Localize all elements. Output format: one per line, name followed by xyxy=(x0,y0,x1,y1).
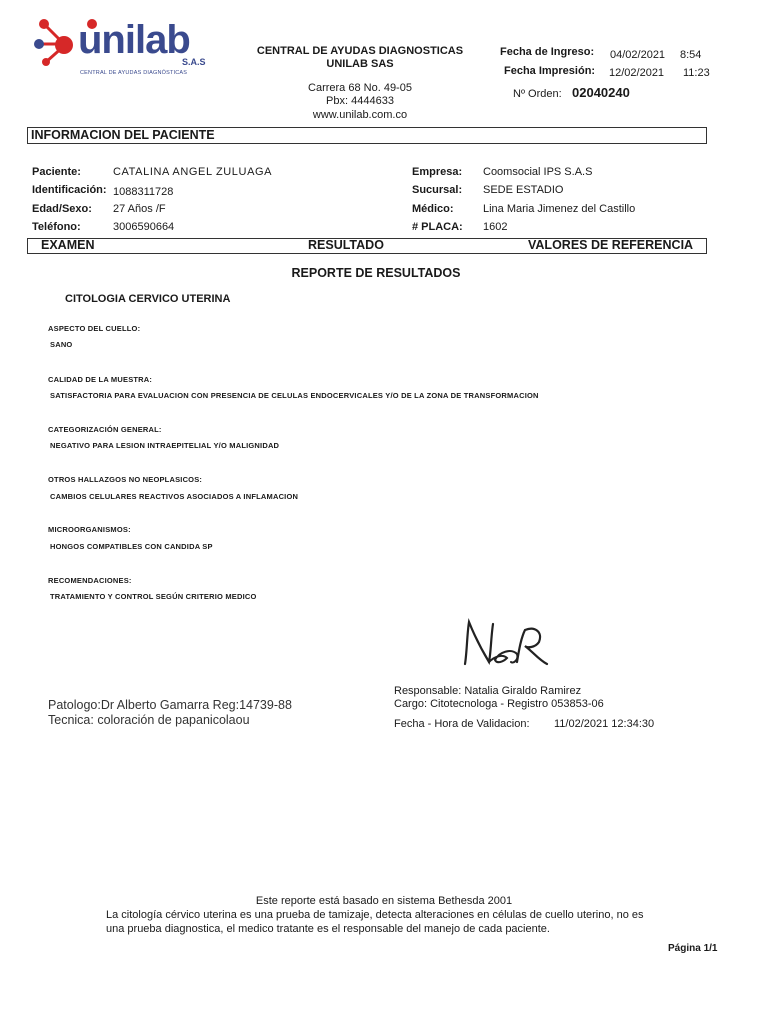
header-web: www.unilab.com.co xyxy=(312,109,408,121)
responsable-text: Responsable: Natalia Giraldo Ramirez xyxy=(394,685,582,697)
placa-value: 1602 xyxy=(483,221,508,233)
paciente-label: Paciente: xyxy=(32,166,81,178)
telefono-value: 3006590664 xyxy=(113,221,175,233)
column-valores: VALORES DE REFERENCIA xyxy=(528,238,694,252)
header-phone: Pbx: 4444633 xyxy=(326,95,394,107)
logo-subtitle: CENTRAL DE AYUDAS DIAGNÓSTICAS xyxy=(80,70,188,76)
orden-label: Nº Orden: xyxy=(513,88,562,100)
logo-sas: S.A.S xyxy=(182,57,206,67)
logo-text: unilab xyxy=(78,18,190,62)
sucursal-value: SEDE ESTADIO xyxy=(483,184,564,196)
exam-name: CITOLOGIA CERVICO UTERINA xyxy=(65,293,231,305)
item-label: CATEGORIZACIÓN GENERAL: xyxy=(48,425,162,434)
orden-value: 02040240 xyxy=(572,85,630,100)
placa-label: # PLACA: xyxy=(412,221,463,233)
column-examen: EXAMEN xyxy=(41,238,95,252)
item-label: OTROS HALLAZGOS NO NEOPLASICOS: xyxy=(48,475,203,484)
item-value: HONGOS COMPATIBLES CON CANDIDA SP xyxy=(50,542,213,551)
item-label: ASPECTO DEL CUELLO: xyxy=(48,324,141,333)
medico-label: Médico: xyxy=(412,203,454,215)
header-address: Carrera 68 No. 49-05 xyxy=(308,82,412,94)
patologo-text: Patologo:Dr Alberto Gamarra Reg:14739-88 xyxy=(48,698,292,712)
telefono-label: Teléfono: xyxy=(32,221,81,233)
fecha-ingreso-time: 8:54 xyxy=(680,49,702,61)
results-column-header xyxy=(27,238,707,254)
sucursal-label: Sucursal: xyxy=(412,184,463,196)
signature-image xyxy=(455,612,565,672)
item-label: CALIDAD DE LA MUESTRA: xyxy=(48,375,153,384)
column-resultado: RESULTADO xyxy=(308,238,384,252)
item-label: RECOMENDACIONES: xyxy=(48,576,132,585)
fecha-impresion-time: 11:23 xyxy=(683,67,710,79)
header-line1: CENTRAL DE AYUDAS DIAGNOSTICAS xyxy=(256,45,464,57)
validacion-value: 11/02/2021 12:34:30 xyxy=(554,718,655,730)
edad-label: Edad/Sexo: xyxy=(32,203,92,215)
cargo-text: Cargo: Citotecnologa - Registro 053853-06 xyxy=(394,698,604,710)
validacion-label: Fecha - Hora de Validacion: xyxy=(394,718,530,730)
paciente-value: CATALINA ANGEL ZULUAGA xyxy=(113,166,273,178)
report-title: REPORTE DE RESULTADOS xyxy=(291,266,461,280)
item-value: NEGATIVO PARA LESION INTRAEPITELIAL Y/O MALIGNIDAD xyxy=(50,441,280,450)
empresa-label: Empresa: xyxy=(412,166,463,178)
fecha-impresion-date: 12/02/2021 xyxy=(609,67,665,79)
item-value: SANO xyxy=(50,340,73,349)
fecha-ingreso-label: Fecha de Ingreso: xyxy=(500,46,595,58)
patient-section-box xyxy=(27,127,707,144)
identificacion-value: 1088311728 xyxy=(113,186,174,198)
item-value: TRATAMIENTO Y CONTROL SEGÚN CRITERIO MEDICO xyxy=(50,592,257,601)
fecha-ingreso-date: 04/02/2021 xyxy=(610,49,666,61)
page-number: Página 1/1 xyxy=(668,943,718,954)
empresa-value: Coomsocial IPS S.A.S xyxy=(483,166,593,178)
footer-line2: La citología cérvico uterina es una prueba de tamizaje, detecta alteraciones en células de cuello uterino, no es xyxy=(106,909,644,921)
item-value: SATISFACTORIA PARA EVALUACION CON PRESENCIA DE CELULAS ENDOCERVICALES Y/O DE LA ZONA DE TRANSFORMACION xyxy=(50,391,539,400)
header-line2: UNILAB SAS xyxy=(326,58,394,70)
edad-value: 27 Años /F xyxy=(113,203,166,215)
medico-value: Lina Maria Jimenez del Castillo xyxy=(483,203,636,215)
patient-section-title: INFORMACION DEL PACIENTE xyxy=(31,128,215,142)
footer-line1: Este reporte está basado en sistema Bethesda 2001 xyxy=(255,895,513,907)
item-value: CAMBIOS CELULARES REACTIVOS ASOCIADOS A INFLAMACION xyxy=(50,492,299,501)
item-label: MICROORGANISMOS: xyxy=(48,525,131,534)
fecha-impresion-label: Fecha Impresión: xyxy=(504,65,596,77)
identificacion-label: Identificación: xyxy=(32,184,107,196)
handwritten-signature-icon xyxy=(455,612,565,672)
tecnica-text: Tecnica: coloración de papanicolaou xyxy=(48,713,250,727)
footer-line3: una prueba diagnostica, el medico tratante es el responsable del manejo de cada paciente. xyxy=(106,923,550,935)
